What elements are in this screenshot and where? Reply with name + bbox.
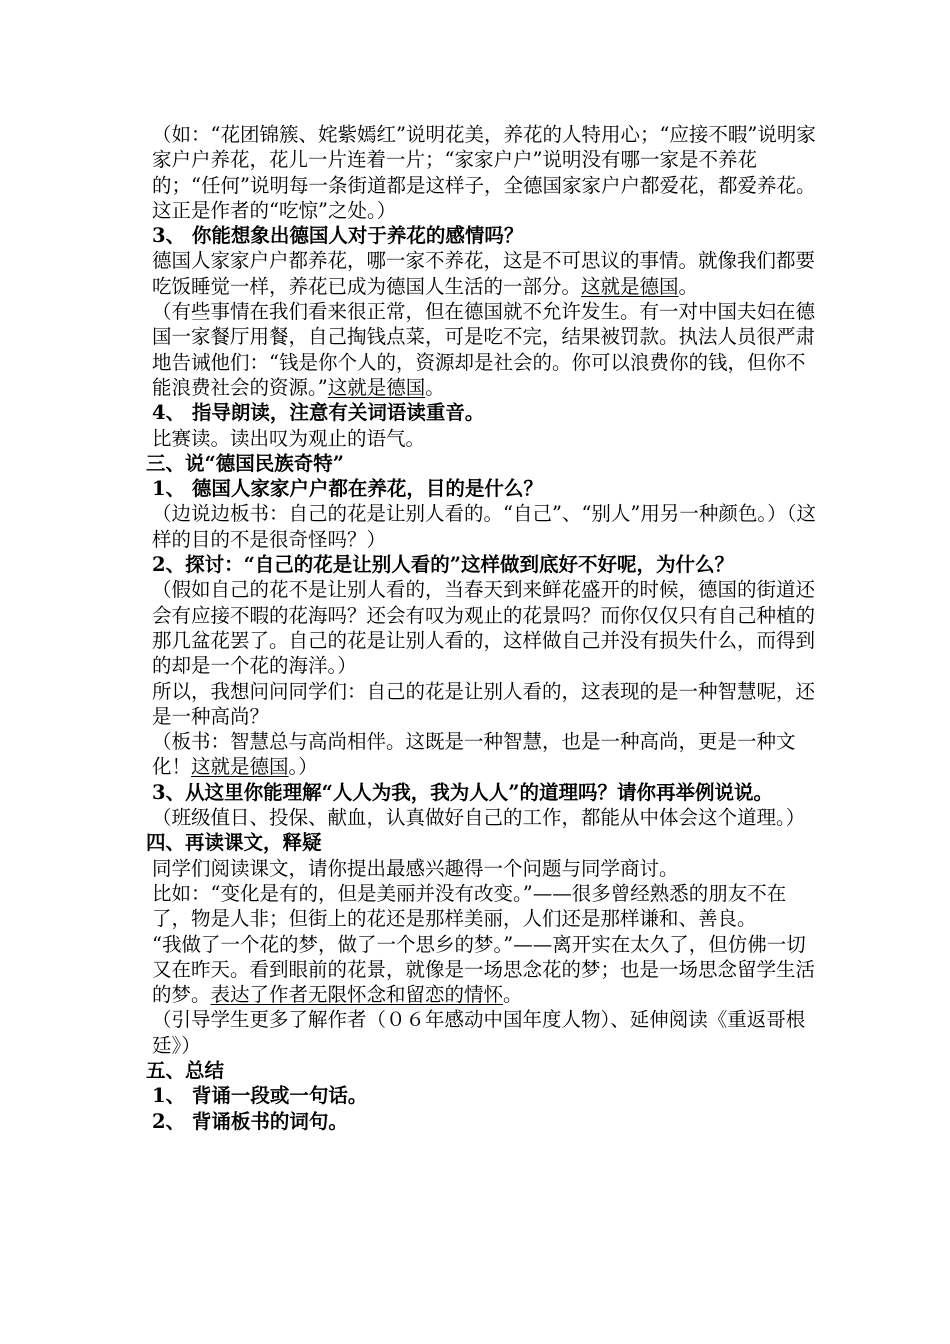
question-item (152, 780, 822, 805)
body-paragraph (152, 248, 822, 299)
body-paragraph (152, 856, 822, 881)
text-segment: （边说边板书：自己的花是让别人看的。“自己”、“别人”用另一种颜色。）（这样的目的不是很奇怪吗？） (152, 502, 816, 551)
body-paragraph (152, 1007, 822, 1058)
text-segment: 三、说“德国民族奇特” (146, 451, 344, 475)
text-segment: 1、 德国人家家户户都在养花，目的是什么？ (152, 477, 543, 501)
underlined-text: 这就是德国 (191, 755, 289, 779)
text-segment: 德国人家家户户都养花，哪一家不养花，这是不可思议的事情。就像我们都要吃饭睡觉一样，养花已成为德国人生活的一部分。 (152, 249, 816, 298)
section-heading (146, 1058, 822, 1083)
text-segment: （假如自己的花不是让别人看的，当春天到来鲜花盛开的时候，德国的街道还会有应接不暇的花海吗？还会有叹为观止的花景吗？而你仅仅只有自己种植的那几盆花罢了。自己的花是让别人看的，这样做自己并没有损失什么，而得到的却是一个花的海洋。） (152, 578, 816, 678)
document-page (146, 122, 822, 1134)
text-segment: （引导学生更多了解作者（０６年感动中国年度人物）、延伸阅读《重返哥根廷》） (152, 1008, 806, 1057)
body-paragraph (152, 881, 822, 932)
body-paragraph (152, 729, 822, 780)
text-segment: （班级值日、投保、献血，认真做好自己的工作，都能从中体会这个道理。） (152, 806, 806, 830)
body-paragraph (152, 501, 822, 552)
question-item (152, 476, 822, 501)
question-item (152, 1083, 822, 1108)
text-segment: （板书：智慧总与高尚相伴。这既是一种智慧，也是一种高尚，更是一种文化！ (152, 730, 796, 779)
underlined-text: 表达了作者无限怀念和留恋的情怀 (210, 983, 504, 1007)
text-segment: 比赛读。读出叹为观止的语气。 (152, 426, 426, 450)
text-segment: 。） (288, 755, 318, 779)
section-heading (146, 451, 822, 476)
body-paragraph (152, 679, 822, 730)
text-segment: 3、 你能想象出德国人对于养花的感情吗？ (152, 224, 524, 248)
question-item (152, 223, 822, 248)
text-segment: 。 (425, 375, 445, 399)
text-segment: 。 (503, 983, 523, 1007)
underlined-text: 这就是德国 (327, 375, 426, 399)
text-segment: （有些事情在我们看来很正常，但在德国就不允许发生。有一对中国夫妇在德国一家餐厅用餐，自己掏钱点菜，可是吃不完，结果被罚款。执法人员很严肃地告诫他们：“钱是你个人的，资源却是社会的。你可以浪费你的钱，但你不能浪费社会的资源。” (152, 300, 816, 399)
text-segment: 3、从这里你能理解“人人为我，我为人人”的道理吗？请你再举例说说。 (152, 780, 774, 804)
question-item (152, 400, 822, 425)
text-segment: 比如：“变化是有的，但是美丽并没有改变。”——很多曾经熟悉的朋友不在了，物是人非；但街上的花还是那样美丽，人们还是那样谦和、善良。 (152, 881, 787, 931)
text-segment: （如：“花团锦簇、姹紫嫣红”说明花美，养花的人特用心；“应接不暇”说明家家户户养花，花儿一片连着一片；“家家户户”说明没有哪一家是不养花的；“任何”说明每一条街道都是这样子，全德国家家户户都爱花，都爱养花。这正是作者的“吃惊”之处。） (152, 123, 816, 222)
body-paragraph (152, 426, 822, 451)
underlined-text: 这就是德国 (581, 274, 679, 298)
text-segment: 2、 背诵板书的词句。 (152, 1109, 348, 1133)
text-segment: 。 (678, 274, 699, 298)
text-segment: 4、 指导朗读，注意有关词语读重音。 (152, 401, 485, 425)
section-heading (146, 830, 822, 855)
body-paragraph (152, 122, 822, 223)
text-segment: 1、 背诵一段或一句话。 (152, 1084, 368, 1108)
text-segment: 同学们阅读课文，请你提出最感兴趣得一个问题与同学商讨。 (152, 856, 679, 880)
body-paragraph (152, 299, 822, 400)
body-paragraph (152, 932, 822, 1008)
body-paragraph (152, 805, 822, 830)
text-segment: 所以，我想问问同学们：自己的花是让别人看的，这表现的是一种智慧呢，还是一种高尚？ (152, 679, 816, 728)
text-segment: “我做了一个花的梦，做了一个思乡的梦。”——离开实在太久了，但仿佛一切又在昨天。看到眼前的花景，就像是一场思念花的梦；也是一场思念留学生活的梦。 (152, 932, 816, 1007)
question-item (152, 1109, 822, 1134)
question-item (152, 552, 822, 577)
text-segment: 四、再读课文，释疑 (146, 831, 322, 855)
body-paragraph (152, 577, 822, 678)
text-segment: 五、总结 (146, 1058, 225, 1082)
text-segment: 2、探讨：“自己的花是让别人看的”这样做到底好不好呢，为什么？ (152, 553, 735, 577)
